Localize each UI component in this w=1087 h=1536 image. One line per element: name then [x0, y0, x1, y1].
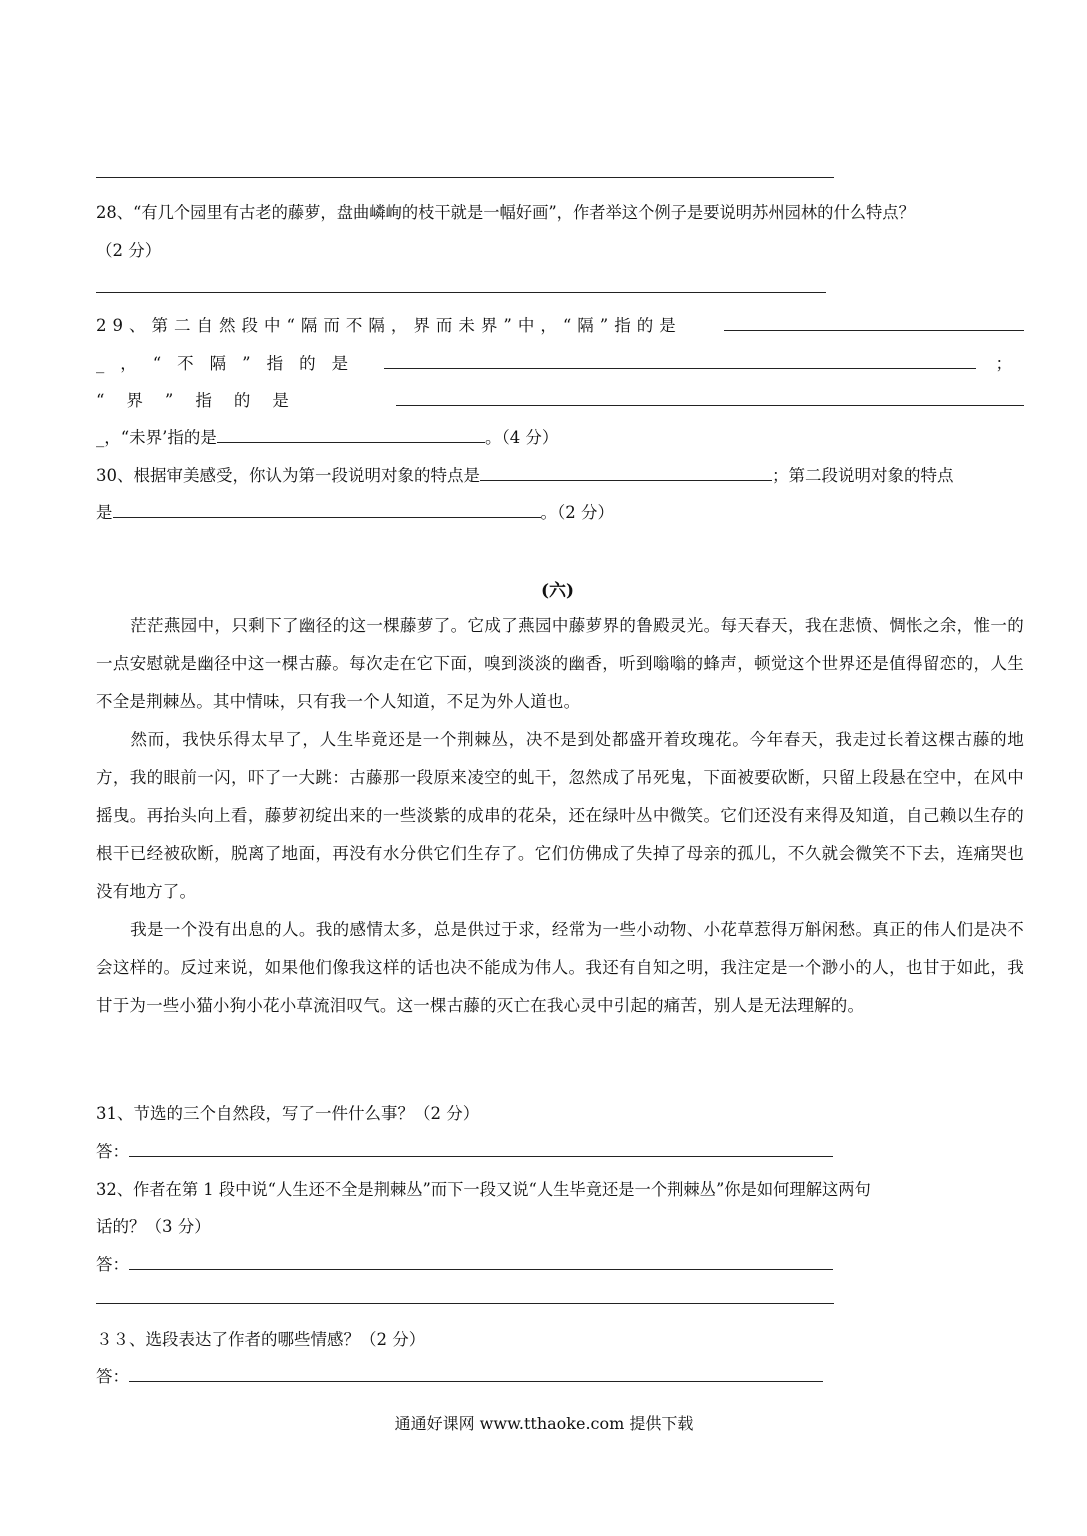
q29-blank-jie[interactable]	[396, 391, 1024, 406]
q30-blank-first[interactable]	[480, 466, 772, 481]
q33-answer-label: 答：	[96, 1367, 129, 1386]
q33-text: ３３、选段表达了作者的哪些情感？（2 分）	[96, 1330, 426, 1349]
q28-line1: 28、“有几个园里有古老的藤萝，盘曲嶙峋的枝干就是一幅好画”，作者举这个例子是要说明苏州园林的什么特点？	[96, 203, 915, 222]
q28-line2: （2 分）	[96, 241, 162, 260]
q29-row4	[96, 424, 558, 448]
passage-paragraph-3	[96, 911, 1024, 1025]
q28-answer-line[interactable]	[96, 292, 826, 293]
q29-blank-weijie[interactable]	[217, 428, 485, 443]
passage-paragraph-1	[96, 607, 1024, 721]
q33-answer	[96, 1363, 823, 1387]
q32-answer	[96, 1251, 833, 1275]
q30-row2	[96, 499, 614, 523]
q29-row2	[96, 350, 1012, 374]
passage-paragraph-3-text: 我是一个没有出息的人。我的感情太多，总是供过于求，经常为一些小动物、小花草惹得万斛闲愁。真正的伟人们是决不会这样的。反过来说，如果他们像我这样的话也决不能成为伟人。我还有自知之明，我注定是一个渺小的人，也甘于如此，我甘于为一些小猫小狗小花小草流泪叹气。这一棵古藤的灭亡在我心灵中引起的痛苦，别人是无法理解的。	[96, 920, 1024, 1015]
q32-answer-line-2[interactable]	[96, 1303, 834, 1304]
q31-answer	[96, 1138, 833, 1162]
q29-row4-start: _，“未界’指的是	[96, 428, 217, 447]
q31-text: 31、节选的三个自然段，写了一件什么事？（2 分）	[96, 1104, 480, 1123]
q30-row2-start: 是	[96, 503, 113, 522]
q30-row1-text: 30、根据审美感受，你认为第一段说明对象的特点是	[96, 466, 480, 485]
q29-blank-ge[interactable]	[724, 316, 1024, 331]
q32-line1: 32、作者在第 1 段中说“人生还不全是荆棘丛”而下一段又说“人生毕竟还是一个荆棘丛”你是如何理解这两句	[96, 1180, 871, 1199]
q32-answer-label: 答：	[96, 1255, 129, 1274]
q29-row3	[96, 387, 1024, 411]
q29-blank-buge[interactable]	[384, 354, 976, 369]
passage-paragraph-1-text: 茫茫燕园中，只剩下了幽径的这一棵藤萝了。它成了燕园中藤萝界的鲁殿灵光。每天春天，我在悲愤、惆怅之余，惟一的一点安慰就是幽径中这一棵古藤。每次走在它下面，嗅到淡淡的幽香，听到嗡嗡的蜂声，顿觉这个世界还是值得留恋的，人生不全是荆棘丛。其中情味，只有我一个人知道，不足为外人道也。	[96, 616, 1024, 711]
q29-row1-text: 29、第二自然段中“隔而不隔，界而未界”中，“隔”指的是	[96, 316, 682, 335]
answer-line-top	[96, 177, 834, 178]
q29-row3-label: “界”指的是	[96, 391, 311, 410]
q30-row1-end: ；第二段说明对象的特点	[772, 466, 954, 485]
q29-row4-end: 。（4 分）	[484, 428, 559, 447]
q31-answer-label: 答：	[96, 1142, 129, 1161]
q30-row2-end: 。（2 分）	[540, 503, 614, 522]
q30-row1	[96, 462, 954, 486]
q30-blank-second[interactable]	[113, 503, 541, 518]
footer-text: 通通好课网 www.tthaoke.com 提供下载	[394, 1414, 694, 1433]
q32-line2: 话的？（3 分）	[96, 1217, 211, 1236]
passage-paragraph-2	[96, 721, 1024, 911]
q29-row1	[96, 312, 1024, 336]
section-heading: (六)	[541, 581, 575, 601]
q29-row2-start: _，“不隔”指的是	[96, 354, 365, 373]
q32-answer-line-1[interactable]	[129, 1255, 833, 1270]
passage-paragraph-2-text: 然而，我快乐得太早了，人生毕竟还是一个荆棘丛，决不是到处都盛开着玫瑰花。今年春天，我走过长着这棵古藤的地方，我的眼前一闪，吓了一大跳：古藤那一段原来凌空的虬干，忽然成了吊死鬼，下面被要砍断，只留上段悬在空中，在风中摇曳。再抬头向上看，藤萝初绽出来的一些淡紫的成串的花朵，还在绿叶丛中微笑。它们还没有来得及知道，自己赖以生存的根干已经被砍断，脱离了地面，再没有水分供它们生存了。它们仿佛成了失掉了母亲的孤儿，不久就会微笑不下去，连痛哭也没有地方了。	[96, 730, 1024, 901]
q33-answer-line[interactable]	[129, 1367, 823, 1382]
q29-row2-end: ；	[995, 354, 1012, 373]
q31-answer-line[interactable]	[129, 1142, 833, 1157]
